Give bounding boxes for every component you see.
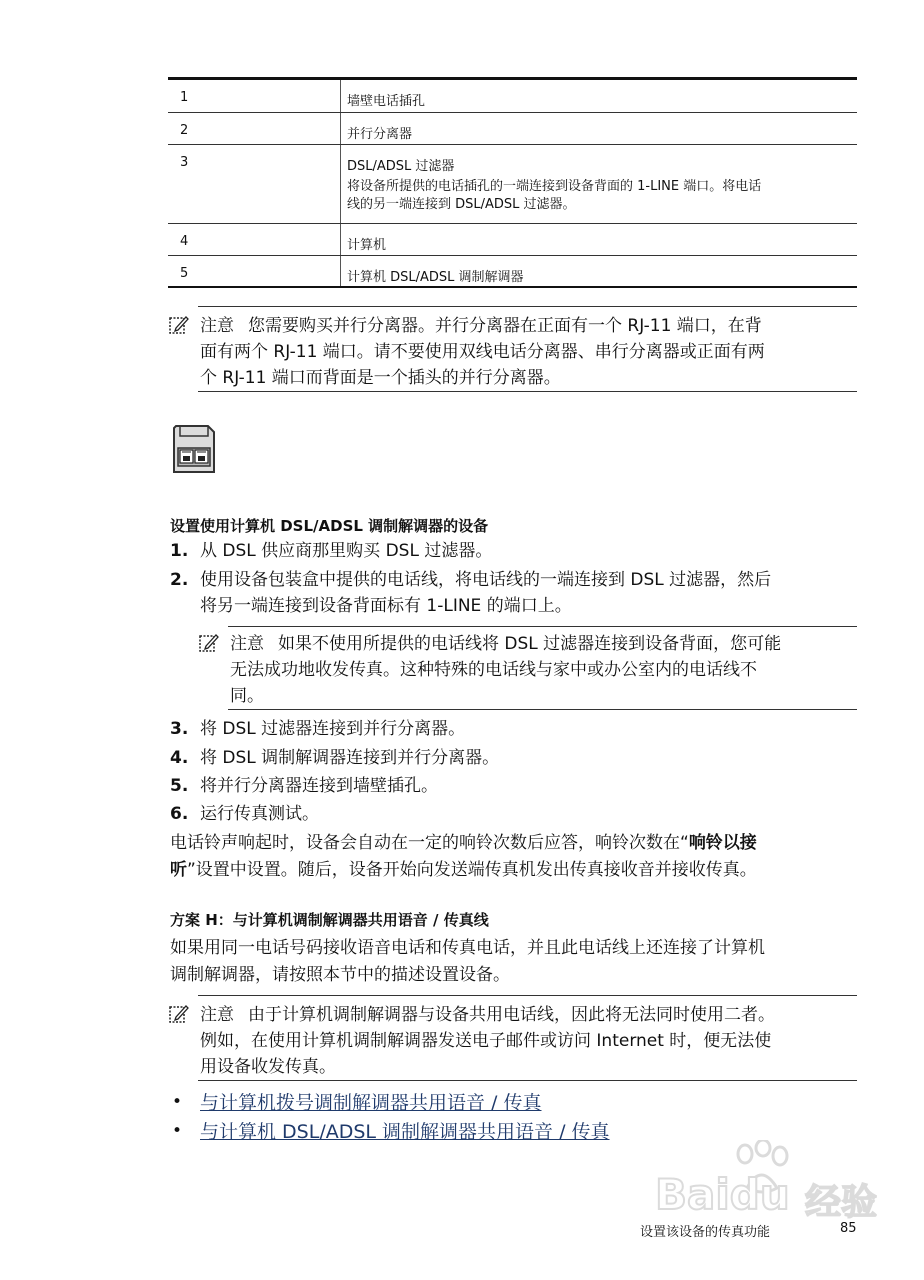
step-line: 将另一端连接到设备背面标有 1-LINE 的端口上。 bbox=[200, 596, 572, 616]
step-text: 运行传真测试。 bbox=[200, 804, 319, 824]
phone-splitter-icon bbox=[170, 422, 218, 478]
note-top-rule bbox=[198, 995, 857, 996]
step-line: 从 DSL 供应商那里购买 DSL 过滤器。 bbox=[200, 541, 493, 561]
note-line: 用设备收发传真。 bbox=[200, 1057, 336, 1077]
note-label: 注意 bbox=[230, 634, 264, 654]
note-top-rule bbox=[198, 306, 857, 307]
row-detail-line: 线的另一端连接到 DSL/ADSL 过滤器。 bbox=[347, 197, 576, 212]
table-bottom-rule bbox=[168, 286, 857, 288]
parts-table bbox=[168, 77, 857, 289]
setting-name: 响铃以接 bbox=[688, 833, 757, 853]
note-text bbox=[200, 1002, 860, 1080]
row-number: 4 bbox=[180, 234, 189, 249]
step-text: 将 DSL 过滤器连接到并行分离器。 bbox=[200, 719, 466, 739]
note-line: 同。 bbox=[230, 686, 264, 706]
row-detail-line: 将设备所提供的电话插孔的一端连接到设备背面的 1-LINE 端口。将电话 bbox=[347, 179, 762, 194]
note-line: 由于计算机调制解调器与设备共用电话线，因此将无法同时使用二者。 bbox=[248, 1005, 775, 1025]
step-text bbox=[200, 538, 492, 564]
table-row bbox=[168, 113, 857, 145]
step-line: 使用设备包装盒中提供的电话线，将电话线的一端连接到 DSL 过滤器，然后 bbox=[200, 570, 772, 590]
note-line: 如果不使用所提供的电话线将 DSL 过滤器连接到设备背面，您可能 bbox=[278, 634, 782, 654]
baidu-watermark bbox=[655, 1140, 895, 1223]
step-number: 4. bbox=[170, 748, 189, 768]
setting-name: 听 bbox=[170, 860, 187, 880]
note-line: 面有两个 RJ-11 端口。请不要使用双线电话分离器、串行分离器或正面有两 bbox=[200, 342, 765, 362]
watermark-suffix: 经验 bbox=[805, 1182, 878, 1223]
para-line: 如果用同一电话号码接收语音电话和传真电话，并且此电话线上还连接了计算机 bbox=[170, 938, 765, 958]
note-pencil-icon bbox=[198, 632, 220, 654]
page-number: 85 bbox=[840, 1221, 857, 1236]
step-number: 2. bbox=[170, 570, 189, 590]
note-line: 个 RJ-11 端口而背面是一个插头的并行分离器。 bbox=[200, 368, 561, 388]
table-row bbox=[168, 80, 857, 113]
note-text bbox=[230, 631, 860, 709]
para-line: 调制解调器，请按照本节中的描述设置设备。 bbox=[170, 965, 510, 985]
note-pencil-icon bbox=[168, 314, 190, 336]
note-label: 注意 bbox=[200, 1005, 234, 1025]
row-label: 计算机 DSL/ADSL 调制解调器 bbox=[347, 270, 524, 285]
note-label: 注意 bbox=[200, 316, 234, 336]
section-heading: 设置使用计算机 DSL/ADSL 调制解调器的设备 bbox=[170, 517, 489, 535]
ring-answer-paragraph bbox=[170, 830, 860, 884]
row-label: DSL/ADSL 过滤器 bbox=[347, 159, 455, 174]
step-text bbox=[200, 567, 860, 619]
row-detail bbox=[347, 178, 842, 214]
step-text: 将并行分离器连接到墙壁插孔。 bbox=[200, 776, 438, 796]
note-line: 无法成功地收发传真。这种特殊的电话线与家中或办公室内的电话线不 bbox=[230, 660, 757, 680]
section-intro bbox=[170, 935, 860, 989]
list-bullet: • bbox=[172, 1121, 183, 1141]
list-bullet: • bbox=[172, 1092, 183, 1112]
watermark-brand: Baidu bbox=[655, 1170, 790, 1219]
note-line: 例如，在使用计算机调制解调器发送电子邮件或访问 Internet 时，便无法使 bbox=[200, 1031, 772, 1051]
step-number: 3. bbox=[170, 719, 189, 739]
para-text: ”设置中设置。随后，设备开始向发送端传真机发出传真接收音并接收传真。 bbox=[187, 860, 757, 880]
section-heading: 方案 H：与计算机调制解调器共用语音 / 传真线 bbox=[170, 911, 489, 929]
link-dialup-modem[interactable]: 与计算机拨号调制解调器共用语音 / 传真 bbox=[200, 1092, 542, 1114]
note-text bbox=[200, 313, 860, 391]
step-number: 1. bbox=[170, 541, 189, 561]
step-number: 5. bbox=[170, 776, 189, 796]
table-row bbox=[168, 224, 857, 256]
row-number: 2 bbox=[180, 123, 189, 138]
link-dsl-modem[interactable]: 与计算机 DSL/ADSL 调制解调器共用语音 / 传真 bbox=[200, 1121, 610, 1143]
step-number: 6. bbox=[170, 804, 189, 824]
row-label: 并行分离器 bbox=[347, 127, 413, 142]
note-bottom-rule bbox=[228, 709, 857, 710]
note-top-rule bbox=[228, 626, 857, 627]
footer-chapter: 设置该设备的传真功能 bbox=[640, 1225, 771, 1240]
table-row bbox=[168, 256, 857, 286]
row-label: 计算机 bbox=[347, 238, 387, 253]
row-label: 墙壁电话插孔 bbox=[347, 94, 426, 109]
row-number: 1 bbox=[180, 90, 189, 105]
para-text: 电话铃声响起时，设备会自动在一定的响铃次数后应答，响铃次数在“ bbox=[170, 833, 689, 853]
row-number: 5 bbox=[180, 266, 189, 281]
note-pencil-icon bbox=[168, 1003, 190, 1025]
row-number: 3 bbox=[180, 155, 189, 170]
note-line: 您需要购买并行分离器。并行分离器在正面有一个 RJ-11 端口，在背 bbox=[248, 316, 762, 336]
table-row bbox=[168, 145, 857, 224]
step-text: 将 DSL 调制解调器连接到并行分离器。 bbox=[200, 748, 500, 768]
note-bottom-rule bbox=[198, 1080, 857, 1081]
note-bottom-rule bbox=[198, 391, 857, 392]
